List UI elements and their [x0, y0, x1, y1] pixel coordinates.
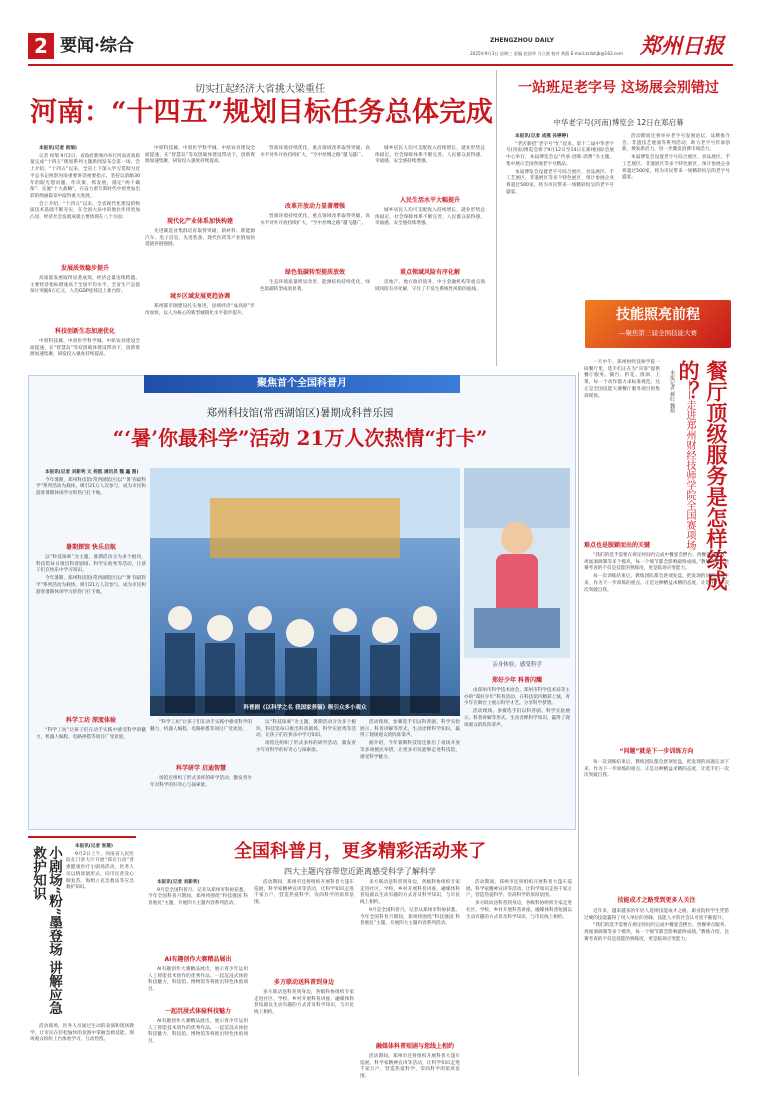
- child-experience-image: [464, 468, 570, 658]
- lead-subhead: 城乡区域发展更趋协调: [169, 293, 230, 300]
- feature-banner: 聚焦首个全国科普月: [257, 378, 347, 389]
- lead-para: 城乡居民人均可支配收入持续增长，就业形势总体稳定，社会保障体系不断完善，人民群众获得感、幸福感、安全感持续增强。: [375, 208, 485, 227]
- feature-subhead: 郑好少年 科普闪耀: [491, 677, 543, 684]
- feature-subhead: 科学工坊 深度体验: [65, 717, 117, 724]
- science-month-col-4: [466, 880, 572, 1076]
- dateline: 2025年9月3日 星期三 责编 赵国华 马立波 校对 黄燕 E-mail:zzrbhjb@163.com: [470, 51, 623, 56]
- right-top-byline: 本报讯(记者 成燕 孙婷婷): [515, 134, 569, 139]
- feature-lead: [36, 470, 146, 540]
- lead-para: 营商环境持续优化，重点领域改革取得突破，高水平对外开放持续扩大，“空中丝绸之路”越飞越广。: [260, 214, 370, 226]
- lead-para: 生态环境质量明显改善，能源结构持续优化，绿色低碳转型成效显著。: [260, 280, 370, 292]
- feature-photo-main: [150, 468, 460, 716]
- right-mid-text-3: [584, 909, 729, 1075]
- right-mid-text-2: [584, 760, 729, 894]
- feature-byline: 本报讯(记者 刘新利 文 杨凯 通讯员 魏 鑫 图): [45, 470, 139, 475]
- page-number: 2: [34, 34, 48, 58]
- talent-banner-subtitle: —聚焦第三届全国技能大赛: [619, 329, 697, 337]
- science-month-para: 多方联动送科普到身边，各级科协组织专家走进社区、学校、乡村开展科普讲座。融媒体科普短剧以生动有趣的方式普及科学知识，与市民线上相约。: [254, 990, 354, 1016]
- feature-col-2b: [150, 776, 252, 824]
- lead-col-1c: [30, 339, 140, 363]
- feature-para: 以“科技探索”为主题，暑期活动分为多个板块，科技馆每日推出科普剧场、科学实验秀等活动，让孩子们在快乐中学习知识。: [256, 720, 356, 739]
- left-bottom-headline: 小剧场“粉”墨登场 讲解应急救护知识: [30, 846, 62, 1015]
- feature-col-1: [36, 555, 146, 713]
- lead-para: 高质量发展取得显著成效，经济总量连续跨越，主要经济指标增速高于全国平均水平，全省生产总值预计突破6万亿元，人均GDP连续迈上新台阶。: [30, 276, 140, 295]
- right-mid-subhead: 技能成才之路受到更多人关注: [617, 897, 696, 904]
- lead-para: 先进制造业集群培育取得突破，新材料、新能源汽车、电子信息、先进装备、现代医药等产业链加快延链补链强链。: [145, 229, 255, 248]
- pinyin-title: ZHENGZHOU DAILY: [490, 37, 554, 44]
- feature-headline: “‘暑’你最科学”活动 21万人次热情“打卡”: [112, 426, 488, 450]
- feature-col-3: [256, 720, 356, 824]
- science-month-col-2b: [254, 990, 354, 1076]
- right-mid-para: 每一次训练结束后，教练团队都会逐项复盘，把发现的问题记录下来，作为下一步训练的重点。正是这种精益求精的态度，让选手们一次次突破自我。: [584, 760, 729, 779]
- section-title: 要闻·综合: [60, 36, 134, 56]
- science-month-subhead: 多方联动送科普到身边: [273, 979, 334, 986]
- science-month-col-1: [148, 880, 248, 952]
- right-mid-para: 每一次训练结束后，教练团队都会逐项复盘，把发现的问题记录下来，作为下一步训练的重点。正是这种精益求精的态度，让选手们一次次突破自我。: [584, 574, 729, 593]
- right-mid-para: 近年来，越来越多的年轻人选择技能成才之路，职业院校学生凭借过硬的技能赢得了用人单位的青睐，技能人才的社会认可度不断提升。: [584, 909, 729, 921]
- vertical-deck: ——走进郑州财经技师学院全国赛项场: [684, 380, 695, 550]
- lead-subhead: 改革开放动力显著增强: [284, 203, 345, 210]
- lead-kicker: 切实扛起经济大省挑大梁重任: [195, 84, 325, 95]
- feature-col-4: [360, 720, 460, 824]
- feature-para: 活动现场，参赛选手们以科普剧、科学实验展示、科普讲解等形式，生动诠释科学知识，赢得了现场观众的阵阵掌声。: [464, 709, 570, 728]
- science-month-col-1c: [148, 1019, 248, 1075]
- lead-col-1: [30, 146, 140, 262]
- vertical-byline: 本报记者 郝红 魏萌: [669, 370, 675, 414]
- right-mid-para: “我们的选手需要在规定时间内完成中餐宴会摆台、西餐零点服务、鸡尾酒调制等多个模块，每一个细节都会影响最终成绩。”教练介绍，比赛考查的不仅是技能的熟练度，更是临场应变能力。: [584, 553, 729, 572]
- right-top-para: 本届博览会设置老字号综合展区、食品展区、手工艺展区、非遗展区等多个特色展区，预计参展企业将超过500家，将为市民带来一场精彩纷呈的老字号盛宴。: [506, 169, 614, 195]
- lead-col-3: [260, 146, 370, 200]
- lead-para: 郑州都市圈建设扎实推进，县域经济“成高原”步伐加快，以人为核心的新型城镇化水平稳步提升。: [145, 304, 255, 316]
- feature-subhead: 暑期探馆 快乐启航: [65, 544, 117, 551]
- vertical-headline: 餐厅顶级服务是怎样练成的？: [676, 360, 729, 591]
- right-mid-lead: [584, 360, 660, 540]
- left-bottom-para: 9月2日上午，河南省人民医院在门诊大厅开展“郑在行动”普惠健康医疗小剧场活动，医务人员以情景剧形式，向市民普及心肺复苏、海姆立克急救法等应急救护知识。: [66, 851, 134, 891]
- lead-col-3b: [260, 214, 370, 266]
- left-bottom-text-1: [66, 844, 134, 1022]
- science-month-para: 活动期间，郑州市还将组织开展科普大篷车巡展、科学家精神宣讲等活动，让科学知识走进千家万户，营造热爱科学、崇尚科学的浓厚氛围。: [254, 880, 354, 906]
- lead-para: 中原科技城、中原医学科学城、中原农谷建设全面提速，在“智慧岛”等双创载体建设带动下，创新资源加速集聚，研发投入强度持续提高。: [145, 146, 255, 165]
- lead-subhead: 人民生活水平大幅提升: [399, 197, 460, 204]
- lead-subhead: 绿色低碳转型提质放效: [284, 269, 345, 276]
- feature-photo-caption: 亲身体验，感受科学: [492, 662, 542, 668]
- science-month-subhead: AI有趣创作大赛精品展出: [164, 956, 232, 963]
- science-month-subhead: 融媒体科普短剧与您线上相约: [375, 1043, 454, 1050]
- feature-col-5: [464, 688, 570, 824]
- lead-para: 记者 侯瑞 9月2日，省政府新闻办举行河南省高质量完成“十四五”规划系列主题新闻发布会第一场。会上介绍，“十四五”以来，全省上下深入学习贯彻习近平总书记视察河南重要讲话重要指示，坚持以前瞻30年的眼光想问题、作决策、抓发展，锚定“两个确保”、实施“十大战略”，在奋力谱写新时代中原更加出彩的绚丽篇章中取得重大进展。: [30, 153, 140, 199]
- right-mid-para: “我们的选手需要在规定时间内完成中餐宴会摆台、西餐零点服务、鸡尾酒调制等多个模块，每一个细节都会影响最终成绩。”教练介绍，比赛考查的不仅是技能的熟练度，更是临场应变能力。: [584, 923, 729, 942]
- right-top-deck: 中华老字号(河南)博览会 12日在郑启幕: [553, 118, 684, 127]
- science-month-para: 多方联动送科普到身边，各级科协组织专家走进社区、学校、乡村开展科普讲座。融媒体科普短剧以生动有趣的方式普及科学知识，与市民线上相约。: [466, 901, 572, 920]
- lead-subhead: 科技创新生态加速优化: [54, 328, 115, 335]
- left-bottom-para: 活动现场，医务人员通过生动的表演和现场教学，让市民在轻松愉快的氛围中掌握急救技能，现场观众纷纷上台体验学习，互动热烈。: [30, 1024, 134, 1043]
- lead-col-2: [145, 146, 255, 216]
- feature-col-1b: [36, 728, 146, 824]
- feature-para: 今年暑期，郑州科技馆(常西湖馆区)以“‘暑’你最科学”系列活动为载体，吸引21万人次参与，成为市民和游客暑期休闲学习的热门打卡地。: [36, 477, 146, 497]
- science-month-para: 9月是全国科普月。记者从郑州市科协获悉，今年全国科普月期间，郑州将围绕“科技强国 科普惠民”主题，开展四大主题内容系列活动。: [360, 907, 460, 927]
- lead-para: 中原科技城、中原医学科学城、中原农谷建设全面提速，在“智慧岛”等双创载体建设带动下，创新资源加速集聚，研发投入强度持续提高。: [30, 339, 140, 358]
- column-divider: [496, 70, 497, 366]
- science-month-para: 多方联动送科普到身边，各级科协组织专家走进社区、学校、乡村开展科普讲座。融媒体科普短剧以生动有趣的方式普及科学知识，与市民线上相约。: [360, 880, 460, 906]
- feature-para: 由郑州市科学技术协会、郑州市科学技术局等主办的“郑好少年”科普活动，在科技馆内精彩上演，青少年在舞台上展示科学才艺，分享科学梦想。: [464, 688, 570, 707]
- science-month-headline: 全国科普月，更多精彩活动来了: [234, 841, 486, 862]
- talent-banner-title: 技能照亮前程: [616, 307, 700, 323]
- lead-subhead: 发展质效稳步提升: [60, 265, 109, 272]
- feature-para: 据介绍，今年暑期科技馆还推出了夜场开放等多项便民举措，让更多市民能够走进科技馆，感受科学魅力。: [360, 741, 460, 760]
- science-month-byline: 本报讯(记者 刘新利): [157, 880, 200, 885]
- feature-para: “科学工坊”让孩子们在动手实践中感受科学的魅力，机器人编程、电路拼搭等项目广受欢迎。: [150, 720, 252, 732]
- right-top-para: 本届博览会设置老字号综合展区、食品展区、手工艺展区、非遗展区等多个特色展区，预计参展企业将超过500家，将为市民带来一场精彩纷呈的老字号盛宴。: [622, 155, 730, 181]
- lead-col-1b: [30, 276, 140, 326]
- science-month-para: AI有趣创作大赛精品展出，展示青少年运用人工智能技术创作的优秀作品。一起沉浸式体验科技魅力，科技馆、博物馆等将推出特色体验项目。: [148, 1019, 248, 1045]
- right-mid-para: 一天中午，郑州财经技师学院一间餐厅里，选手们正在为“宾客”提供餐厅服务。铺台、折花、斟酒、上菜，每一个动作都力求标准规范，这正是全国技能大赛餐厅服务项目的集训现场。: [584, 360, 660, 399]
- right-top-body-1: [506, 134, 614, 302]
- lead-headline: 河南：“十四五”规划目标任务总体完成: [30, 97, 494, 128]
- feature-subhead: 科学研学 启迪智慧: [175, 765, 227, 772]
- science-month-para: 活动期间，郑州市还将组织开展科普大篷车巡展、科学家精神宣讲等活动，让科学知识走进千家万户，营造热爱科学、崇尚科学的浓厚氛围。: [466, 880, 572, 899]
- left-bottom-text-2: [30, 1024, 134, 1076]
- lead-para: 城乡居民人均可支配收入持续增长，就业形势总体稳定，社会保障体系不断完善，人民群众获得感、幸福感、安全感持续增强。: [375, 146, 485, 165]
- column-divider: [578, 372, 579, 1076]
- masthead: [28, 33, 733, 63]
- right-mid-text-1: [584, 553, 729, 729]
- lead-col-2b: [145, 229, 255, 289]
- audience-scene-image: [150, 468, 460, 716]
- feature-para: 今年暑期，郑州科技馆(常西湖馆区)以“‘暑’你最科学”系列活动为载体，吸引21万人次参与，成为市民和游客暑期休闲学习的热门打卡地。: [36, 576, 146, 595]
- right-top-para: 活动期间还将举办老字号发展论坛、品牌推介会、非遗技艺展演等系列活动，助力老字号传承创新、焕发新活力，进一步激发消费市场活力。: [622, 134, 730, 153]
- left-bottom-byline: 本报讯(记者 张建): [75, 844, 113, 849]
- lead-subhead: 重点领域风险有序化解: [399, 269, 460, 276]
- feature-para: 以“科技探索”为主题，暑期活动分为多个板块，科技馆每日推出科普剧场、科学实验秀等活动，让孩子们在快乐中学习知识。: [36, 555, 146, 574]
- feature-para: 场馆还组织了形式多样的研学活动，激发青少年对科学的好奇心与探索欲。: [150, 776, 252, 788]
- feature-photo-side: [464, 468, 570, 658]
- lead-col-4c: [375, 280, 485, 362]
- right-top-body-2: [622, 134, 730, 302]
- feature-kicker: 郑州科技馆(常西湖馆区)暑期成科普乐园: [206, 407, 394, 419]
- lead-subhead: 现代化产业体系加快构建: [166, 218, 233, 225]
- science-month-para: 9月是全国科普月。记者从郑州市科协获悉，今年全国科普月期间，郑州将围绕“科技强国 科普惠民”主题，开展四大主题内容系列活动。: [148, 887, 248, 907]
- science-month-col-2: [254, 880, 354, 976]
- science-month-col-3b: [360, 1054, 460, 1080]
- science-month-para: 活动期间，郑州市还将组织开展科普大篷车巡展、科学家精神宣讲等活动，让科学知识走进千家万户，营造热爱科学、崇尚科学的浓厚氛围。: [360, 1054, 460, 1080]
- lead-para: 房地产、地方政府债务、中小金融机构等重点领域风险有序化解，守住了不发生系统性风险的底线。: [375, 280, 485, 292]
- science-month-deck: 四大主题内容带您近距离感受科学了解科学: [284, 867, 436, 876]
- feature-para: 场馆还组织了形式多样的研学活动，激发青少年对科学的好奇心与探索欲。: [256, 741, 356, 753]
- science-month-para: AI有趣创作大赛精品展出，展示青少年运用人工智能技术创作的优秀作品。一起沉浸式体验科技魅力，科技馆、博物馆等将推出特色体验项目。: [148, 967, 248, 993]
- right-mid-subhead: 难点也是脱颖而出的关键: [584, 542, 651, 549]
- feature-col-2: [150, 720, 252, 762]
- lead-para: 营商环境持续优化，重点领域改革取得突破，高水平对外开放持续扩大，“空中丝绸之路”越飞越广。: [260, 146, 370, 158]
- logo: 郑州日报: [640, 33, 724, 58]
- masthead-rule: [28, 64, 733, 66]
- lead-col-4b: [375, 208, 485, 266]
- science-month-subhead: 一起沉浸式体验科技魅力: [164, 1008, 231, 1015]
- right-top-para: “老店新招”老字号“忙”起来。第十二届中华老字号(河南)博览会将于9月12日至14日在郑州国际会展中心举行，本届博览会以“传承·创新·消费”为主题，集中展示全国各地老字号精品。: [506, 141, 614, 167]
- lead-col-2c: [145, 304, 255, 362]
- right-top-headline: 一站班足老字号 这场展会别错过: [518, 80, 719, 96]
- feature-photo-caption: 科普剧《以科学之名 我国家养猫》吸引众多小观众: [243, 705, 367, 711]
- right-mid-subhead: “问题”就是下一步训练方向: [619, 748, 694, 755]
- lead-byline: 本报讯(记者 侯瑞): [39, 146, 77, 151]
- science-month-col-3: [360, 880, 460, 1040]
- science-month-col-1b: [148, 967, 248, 1005]
- feature-para: “科学工坊”让孩子们在动手实践中感受科学的魅力，机器人编程、电路拼搭等项目广受欢迎。: [36, 728, 146, 740]
- lead-col-3c: [260, 280, 370, 362]
- feature-para: 活动现场，参赛选手们以科普剧、科学实验展示、科普讲解等形式，生动诠释科学知识，赢得了现场观众的阵阵掌声。: [360, 720, 460, 739]
- lead-para: 会上介绍，“十四五”以来，全省现代化建设的物质技术基础不断夯实，在全国大局中的地位作用更加凸显，经济社会发展成就主要体现在八个方面：: [30, 201, 140, 221]
